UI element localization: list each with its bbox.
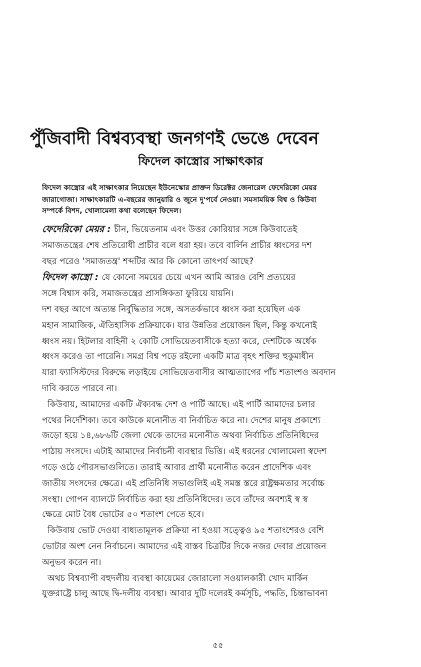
body-line: কিউবায় ভোট দেওয়া বাধ্যতামূলক প্রক্রিয়া না হওয়া সত্ত্বেও ৯৫ শতাংশেরও বেশি [42,526,324,537]
body-line: বছর পরেও 'সমাজতন্ত্র' শব্দটির আর কি কোনো তাৎপর্য আছে? [42,256,254,267]
body-line: যারা ফ্যাসিস্টদের বিরুদ্ধে লড়াইয়ে সোভিয়েতবাসীর আত্মত্যাগের পাঁচ শতাংশও অবদান [42,368,336,379]
body-paragraph [42,270,384,397]
intro-note [42,182,382,217]
body-line [42,270,384,287]
body-line: পথের নির্দেশিকা। তবে কাউকে মনোনীত বা নির্বাচিত করে না। দেশের মানুষ প্রকাশ্যে [42,415,321,426]
intro-line: জারাগোজা। সাক্ষাৎকারটি এ-বছরের জানুয়ারি ও জুনে দু'পর্বে নেওয়া। সমসাময়িক বিশ্ব ও কিউবা [42,194,317,204]
body-line: সমাজতন্ত্রের শেষ প্রতিরোধী প্রাচীর বলে ধরা হয়। তবে বার্লিন প্রাচীর ধ্বংসের দশ [42,240,312,251]
article-subtitle: ফিদেল কাস্ত্রোর সাক্ষাৎকার [138,154,264,168]
body-line: পাঠায় সংসদে। এটাই আমাদের নির্বাচনী ব্যবস্থার ভিত্তি। এই ধরনের খোলামেলা স্বদেশ [42,447,327,458]
article-title: পুঁজিবাদী বিশ্বব্যবস্থা জনগণই ভেঙে দেবেন [30,129,319,149]
body-line: গড়ে ওঠে পৌরসভাগুলিতে। তারাই আবার প্রার্থী মনোনীত করেন প্রাদেশিক এবং [42,462,311,473]
page-number: ৫৫ [212,641,224,650]
body-line [42,222,384,239]
body-line: ক্ষেত্রে মোট বৈধ ভোটের ৫০ শতাংশ পেতে হবে। [42,510,205,521]
intro-line: সম্পর্কে বিশদ, খোলামেলা কথা বলেছেন ফিদেল। [42,206,182,215]
body-line: ভোটার অংশ নেন নির্বাচনে। আমাদের এই বাস্তব চিত্রটির দিকে নজর দেবার প্রয়োজন [42,541,327,552]
intro-line: ফিদেল কাস্ত্রোর এই সাক্ষাৎকার নিয়েছেন ইউনেস্কোর প্রাক্তন ডিরেক্টর জেনারেল ফেদেরিকো মেয়র [42,183,317,192]
body-line: জাতীয় সংসদের ক্ষেত্রে। এই প্রতিনিধি সভাগুলিই এই সমস্ত স্তরে রাষ্ট্রক্ষমতার সর্বোচ্চ [42,478,325,489]
body-line: জড়ো হয়ে ১৪,৬৮৬টি জেলা থেকে তাদের মনোনীত অথবা নির্বাচিত প্রতিনিধিদের [42,431,319,442]
body-paragraph [42,524,384,571]
body-paragraph [42,398,384,524]
speaker-label: ফেদেরিকো মেয়র : [42,224,114,235]
body-line: দাবি করতে পারবে না। [42,383,118,394]
body-line: সংস্থা। গোপন ব্যালটে নির্বাচিত করা হয় প্রতিনিধিদের। তবে তাঁদের অবশ্যই স্ব স্ব [42,494,308,505]
body-paragraph [42,222,384,270]
body-line: যুক্তরাষ্ট্রে চালু আছে দ্বি-দলীয় ব্যবস্থা। আবার দুটি দলেরই কর্মসূচি, পদ্ধতি, চিন্তাভাবনা [42,589,328,600]
body-line: সঙ্গে বিশ্বাস করি, সমাজতন্ত্রের প্রাসঙ্গিকতা ফুরিয়ে যায়নি। [42,289,234,300]
body-line: ধ্বংস করেও তা পারেনি। সমগ্র বিশ্ব পড়ে রইলো একটি মাত্র বৃহৎ শক্তির হুকুমাধীন [42,352,314,363]
article-body [42,222,384,603]
body-line: ধ্বংস নয়। হিটলার বাহিনী ২ কোটি সোভিয়েতবাসীকে হত্যা করে, দেশটিকে অর্ধেক [42,336,317,347]
body-text: চীন, ভিয়েতনাম এবং উত্তর কোরিয়ার সঙ্গে কিউবাতেই [114,225,298,235]
body-line: কিউবায়, আমাদের একটি ঐক্যবদ্ধ দেশ ও পার্টি আছে। এই পার্টি আমাদের চলার [42,399,316,410]
body-line: অথচ বিশ্বব্যাপী বহুদলীয় ব্যবস্থা কায়েমের জোরালো সওয়ালকারী খোদ মার্কিন [42,573,308,584]
body-line: অনুভব করেন না। [42,557,102,568]
body-line: মহান সামাজিক, ঐতিহাসিক প্রক্রিয়াকে। যার উন্নতির প্রয়োজন ছিল, কিন্তু কখনোই [42,320,317,331]
body-line: দশ বছর আগে অত্যন্ত নির্বুদ্ধিতার সঙ্গে, অসতর্কভাবে ধ্বংস করা হয়েছিল এক [42,304,301,315]
speaker-label: ফিদেল কাস্ত্রো : [42,272,102,284]
body-text: যে কোনো সময়ের চেয়ে এখন আমি আরও বেশি প্রত্যয়ের [101,273,296,284]
body-paragraph [42,572,384,604]
